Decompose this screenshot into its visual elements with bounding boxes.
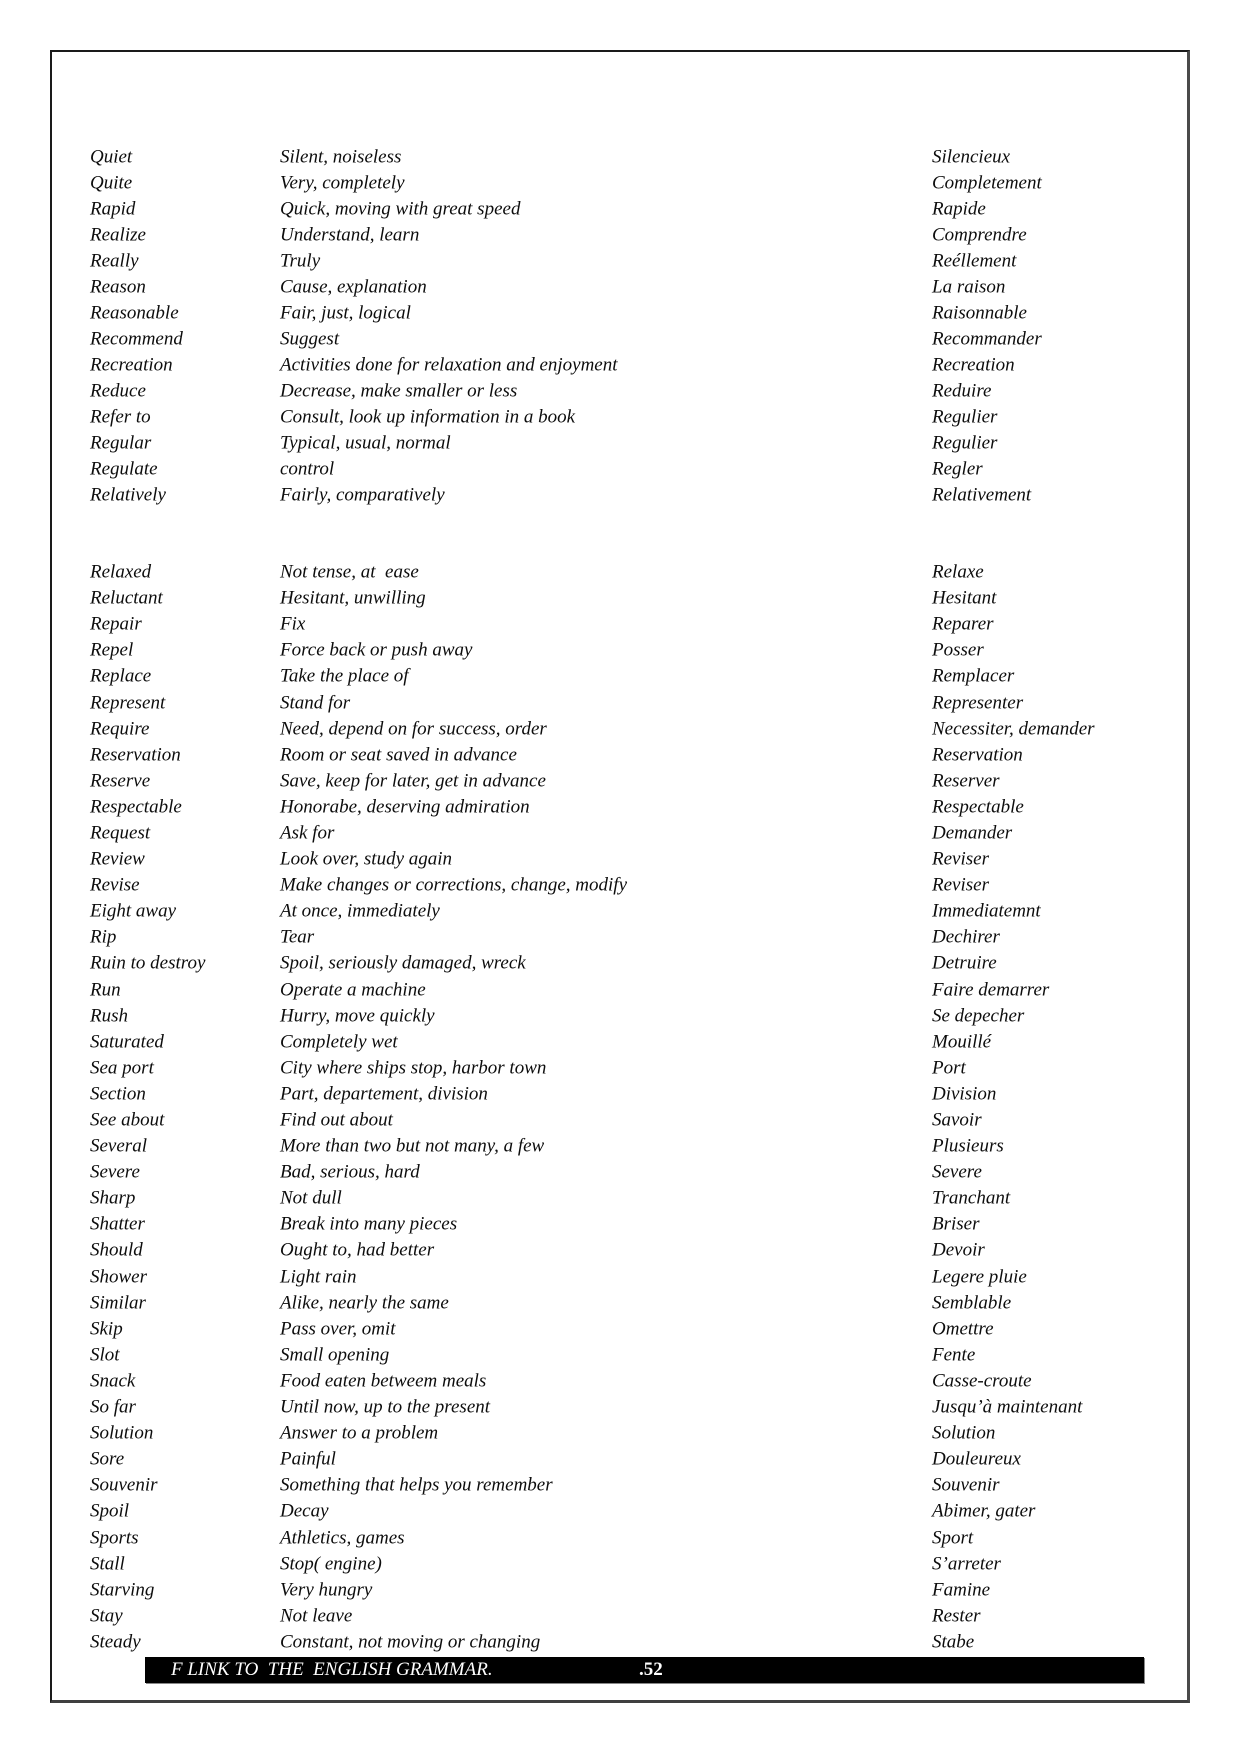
english-definition: Stand for [280, 692, 351, 714]
vocab-block-1 [52, 144, 1187, 508]
vocab-row [52, 794, 1187, 820]
english-word: Quite [90, 172, 133, 194]
english-definition: Very hungry [280, 1579, 373, 1601]
vocab-row [52, 1055, 1187, 1081]
english-definition: Pass over, omit [280, 1318, 396, 1340]
english-definition: Something that helps you remember [280, 1474, 553, 1496]
french-translation: Regulier [932, 432, 998, 454]
english-word: Refer to [90, 406, 151, 428]
english-definition: Operate a machine [280, 979, 426, 1001]
english-word: Repair [90, 613, 142, 635]
vocab-row [52, 170, 1187, 196]
english-definition: Activities done for relaxation and enjoyment [280, 354, 618, 376]
english-definition: Take the place of [280, 665, 409, 687]
english-definition: Not dull [280, 1187, 342, 1209]
french-translation: Raisonnable [932, 302, 1027, 324]
french-translation: Severe [932, 1161, 982, 1183]
english-definition: Look over, study again [280, 848, 453, 870]
english-definition: Painful [280, 1448, 336, 1470]
french-translation: Briser [932, 1213, 980, 1235]
vocab-row [52, 378, 1187, 404]
vocab-row [52, 768, 1187, 794]
french-translation: Recommander [932, 328, 1042, 350]
english-word: Sore [90, 1448, 125, 1470]
vocab-row [52, 689, 1187, 715]
french-translation: Douleureux [932, 1448, 1021, 1470]
english-definition: Cause, explanation [280, 276, 427, 298]
english-definition: Until now, up to the present [280, 1396, 491, 1418]
english-definition: Part, departement, division [280, 1083, 488, 1105]
vocab-row [52, 1264, 1187, 1290]
english-word: Repel [90, 639, 134, 661]
english-word: See about [90, 1109, 165, 1131]
french-translation: Legere pluie [932, 1266, 1027, 1288]
english-definition: Make changes or corrections, change, modify [280, 874, 628, 896]
english-definition: Hesitant, unwilling [280, 587, 426, 609]
english-word: Shower [90, 1266, 147, 1288]
french-translation: Jusqu’à maintenant [932, 1396, 1083, 1418]
english-definition: City where ships stop, harbor town [280, 1057, 547, 1079]
french-translation: Relativement [932, 484, 1032, 506]
english-definition: Silent, noiseless [280, 146, 402, 168]
french-translation: Abimer, gater [932, 1500, 1036, 1522]
vocab-row [52, 820, 1187, 846]
english-word: Replace [90, 665, 152, 687]
english-word: Solution [90, 1422, 154, 1444]
footer-page-number: .52 [639, 1659, 663, 1680]
vocab-row [52, 1498, 1187, 1524]
vocab-row [52, 1029, 1187, 1055]
french-translation: Savoir [932, 1109, 982, 1131]
french-translation: Comprendre [932, 224, 1027, 246]
english-definition: Understand, learn [280, 224, 420, 246]
french-translation: Necessiter, demander [932, 718, 1095, 740]
vocab-row [52, 716, 1187, 742]
english-word: Rush [90, 1005, 128, 1027]
french-translation: Remplacer [932, 665, 1015, 687]
french-translation: Reparer [932, 613, 994, 635]
english-definition: Athletics, games [280, 1527, 405, 1549]
vocab-block-2 [52, 559, 1187, 1655]
french-translation: Reviser [932, 848, 989, 870]
english-definition: Ought to, had better [280, 1239, 435, 1261]
french-translation: Silencieux [932, 146, 1011, 168]
vocab-row [52, 1133, 1187, 1159]
french-translation: Recreation [932, 354, 1015, 376]
english-definition: Force back or push away [280, 639, 473, 661]
french-translation: Casse-croute [932, 1370, 1032, 1392]
english-definition: Answer to a problem [280, 1422, 439, 1444]
english-definition: Constant, not moving or changing [280, 1631, 541, 1653]
english-definition: Light rain [280, 1266, 357, 1288]
english-definition: Ask for [280, 822, 335, 844]
english-word: Steady [90, 1631, 141, 1653]
english-definition: Truly [280, 250, 321, 272]
french-translation: Mouillé [932, 1031, 992, 1053]
french-translation: Plusieurs [932, 1135, 1004, 1157]
vocab-row [52, 585, 1187, 611]
english-word: Rip [90, 926, 117, 948]
english-word: Should [90, 1239, 143, 1261]
vocab-row [52, 1420, 1187, 1446]
english-definition: Decay [280, 1500, 329, 1522]
vocab-row [52, 1577, 1187, 1603]
english-word: Section [90, 1083, 146, 1105]
english-definition: Find out about [280, 1109, 393, 1131]
english-word: Stall [90, 1553, 125, 1575]
french-translation: Reduire [932, 380, 992, 402]
english-word: Regular [90, 432, 152, 454]
french-translation: Omettre [932, 1318, 994, 1340]
vocab-row [52, 144, 1187, 170]
english-definition: Food eaten betweem meals [280, 1370, 487, 1392]
english-word: Reason [90, 276, 146, 298]
french-translation: Stabe [932, 1631, 975, 1653]
english-word: Sports [90, 1527, 139, 1549]
vocab-row [52, 482, 1187, 508]
french-translation: Solution [932, 1422, 996, 1444]
vocab-row [52, 1368, 1187, 1394]
english-definition: Consult, look up information in a book [280, 406, 576, 428]
french-translation: Reviser [932, 874, 989, 896]
english-definition: Completely wet [280, 1031, 398, 1053]
english-definition: Fairly, comparatively [280, 484, 445, 506]
vocab-row [52, 1394, 1187, 1420]
english-word: Eight away [90, 900, 177, 922]
vocab-row [52, 977, 1187, 1003]
french-translation: Completement [932, 172, 1042, 194]
english-word: Stay [90, 1605, 123, 1627]
vocab-row [52, 1290, 1187, 1316]
english-word: Snack [90, 1370, 136, 1392]
vocab-row [52, 248, 1187, 274]
english-word: Respectable [90, 796, 182, 818]
english-word: Reluctant [90, 587, 163, 609]
english-word: Shatter [90, 1213, 145, 1235]
vocab-row [52, 663, 1187, 689]
english-word: So far [90, 1396, 136, 1418]
french-translation: Reservation [932, 744, 1023, 766]
english-definition: Very, completely [280, 172, 405, 194]
english-word: Recommend [90, 328, 183, 350]
french-translation: Relaxe [932, 561, 984, 583]
english-word: Reduce [90, 380, 146, 402]
english-word: Realize [90, 224, 146, 246]
english-word: Ruin to destroy [90, 952, 206, 974]
english-word: Recreation [90, 354, 173, 376]
french-translation: Respectable [932, 796, 1024, 818]
english-word: Sea port [90, 1057, 154, 1079]
vocab-row [52, 404, 1187, 430]
vocab-row [52, 1159, 1187, 1185]
vocab-row [52, 352, 1187, 378]
vocab-row [52, 742, 1187, 768]
footer-bar [145, 1657, 1144, 1683]
english-definition: Small opening [280, 1344, 390, 1366]
french-translation: Representer [932, 692, 1024, 714]
english-definition: Fair, just, logical [280, 302, 411, 324]
english-word: Spoil [90, 1500, 130, 1522]
english-definition: Tear [280, 926, 315, 948]
english-word: Revise [90, 874, 140, 896]
english-definition: Break into many pieces [280, 1213, 458, 1235]
vocab-row [52, 1081, 1187, 1107]
vocab-row [52, 1316, 1187, 1342]
english-definition: Bad, serious, hard [280, 1161, 420, 1183]
english-word: Request [90, 822, 151, 844]
french-translation: Regulier [932, 406, 998, 428]
english-definition: Need, depend on for success, order [280, 718, 547, 740]
english-definition: Stop( engine) [280, 1553, 382, 1575]
english-definition: Not tense, at ease [280, 561, 419, 583]
vocab-row [52, 846, 1187, 872]
english-word: Regulate [90, 458, 158, 480]
vocab-row [52, 1237, 1187, 1263]
english-definition: Alike, nearly the same [280, 1292, 449, 1314]
vocab-row [52, 274, 1187, 300]
english-word: Similar [90, 1292, 146, 1314]
english-word: Skip [90, 1318, 123, 1340]
english-word: Saturated [90, 1031, 164, 1053]
english-definition: Not leave [280, 1605, 353, 1627]
french-translation: Detruire [932, 952, 997, 974]
footer-title: F LINK TO THE ENGLISH GRAMMAR. [171, 1659, 493, 1680]
vocab-row [52, 430, 1187, 456]
french-translation: Hesitant [932, 587, 997, 609]
vocab-row [52, 1524, 1187, 1550]
vocab-row [52, 950, 1187, 976]
french-translation: Demander [932, 822, 1013, 844]
french-translation: Rapide [932, 198, 986, 220]
vocab-row [52, 196, 1187, 222]
english-definition: Decrease, make smaller or less [280, 380, 518, 402]
english-word: Represent [90, 692, 166, 714]
vocab-row [52, 456, 1187, 482]
english-word: Require [90, 718, 150, 740]
english-definition: Fix [280, 613, 306, 635]
english-word: Review [90, 848, 145, 870]
french-translation: Famine [932, 1579, 991, 1601]
vocab-row [52, 1342, 1187, 1368]
french-translation: Posser [932, 639, 984, 661]
french-translation: Se depecher [932, 1005, 1025, 1027]
english-word: Reserve [90, 770, 151, 792]
vocab-row [52, 637, 1187, 663]
french-translation: Sport [932, 1527, 974, 1549]
vocab-row [52, 898, 1187, 924]
english-word: Rapid [90, 198, 136, 220]
english-word: Run [90, 979, 121, 1001]
english-word: Souvenir [90, 1474, 158, 1496]
english-word: Sharp [90, 1187, 136, 1209]
vocab-row [52, 1551, 1187, 1577]
vocab-row [52, 326, 1187, 352]
french-translation: Rester [932, 1605, 981, 1627]
english-word: Starving [90, 1579, 155, 1601]
vocab-row [52, 1107, 1187, 1133]
vocab-row [52, 924, 1187, 950]
english-word: Several [90, 1135, 147, 1157]
vocab-row [52, 559, 1187, 585]
french-translation: Devoir [932, 1239, 985, 1261]
french-translation: Reserver [932, 770, 1000, 792]
french-translation: Semblable [932, 1292, 1012, 1314]
french-translation: Souvenir [932, 1474, 1000, 1496]
english-definition: Hurry, move quickly [280, 1005, 435, 1027]
french-translation: Port [932, 1057, 966, 1079]
english-word: Reasonable [90, 302, 179, 324]
french-translation: Fente [932, 1344, 976, 1366]
french-translation: Division [932, 1083, 997, 1105]
french-translation: La raison [932, 276, 1006, 298]
english-word: Severe [90, 1161, 140, 1183]
french-translation: Immediatemnt [932, 900, 1041, 922]
english-definition: control [280, 458, 335, 480]
vocab-row [52, 222, 1187, 248]
vocab-row [52, 1472, 1187, 1498]
english-definition: Spoil, seriously damaged, wreck [280, 952, 526, 974]
vocab-row [52, 1629, 1187, 1655]
english-word: Slot [90, 1344, 120, 1366]
english-word: Reservation [90, 744, 181, 766]
english-word: Quiet [90, 146, 133, 168]
french-translation: Tranchant [932, 1187, 1011, 1209]
french-translation: Faire demarrer [932, 979, 1050, 1001]
english-definition: Save, keep for later, get in advance [280, 770, 546, 792]
vocab-row [52, 872, 1187, 898]
french-translation: Regler [932, 458, 983, 480]
english-definition: Room or seat saved in advance [280, 744, 517, 766]
english-definition: Honorabe, deserving admiration [280, 796, 530, 818]
english-definition: Typical, usual, normal [280, 432, 451, 454]
vocab-row [52, 1446, 1187, 1472]
english-definition: Quick, moving with great speed [280, 198, 521, 220]
english-definition: Suggest [280, 328, 340, 350]
english-word: Relatively [90, 484, 166, 506]
french-translation: Reéllement [932, 250, 1017, 272]
vocab-row [52, 611, 1187, 637]
french-translation: Dechirer [932, 926, 1000, 948]
vocab-row [52, 300, 1187, 326]
english-definition: More than two but not many, a few [280, 1135, 545, 1157]
vocab-row [52, 1603, 1187, 1629]
vocab-row [52, 1003, 1187, 1029]
page-border-frame [50, 50, 1190, 1703]
english-word: Really [90, 250, 139, 272]
vocab-row [52, 1211, 1187, 1237]
english-definition: At once, immediately [280, 900, 440, 922]
english-word: Relaxed [90, 561, 152, 583]
vocab-row [52, 1185, 1187, 1211]
french-translation: S’arreter [932, 1553, 1001, 1575]
